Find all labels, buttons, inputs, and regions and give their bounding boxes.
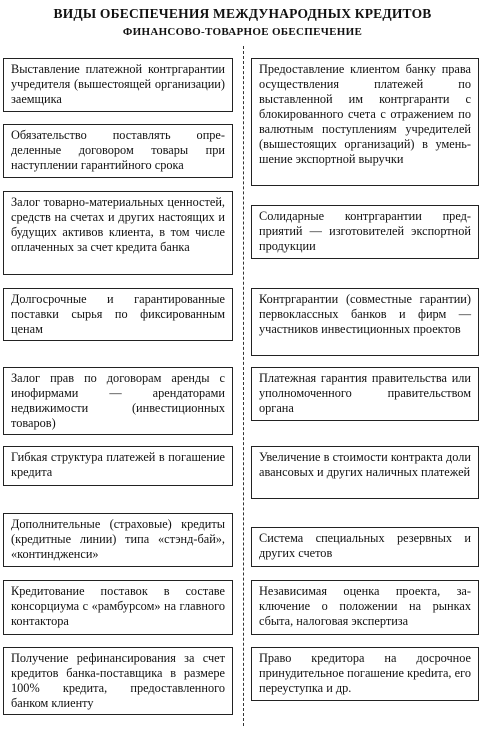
right-box-6: Система специальных резервных и других счетов [251,527,479,567]
left-box-7: Дополнительные (страховые) кредиты (кредитные линии) типа «стэнд-бай», «континдженси» [3,513,233,567]
left-box-5: Залог прав по договорам аренды с инофирмами — арендаторами недвижимости (инвестиционных товаров) [3,367,233,435]
right-box-5: Увеличение в стоимости контракта доли авансовых и других наличных платежей [251,446,479,499]
right-box-7: Независимая оценка проекта, заключение о положении на рынках сбыта, налоговая экспертиза [251,580,479,635]
left-box-9: Получение рефинансирования за счет кредитов банка-поставщика в размере 100% кредита, предоставленного банком клиенту [3,647,233,715]
left-box-2: Обязательство поставлять определенные договором товары при наступлении гарантийного срока [3,124,233,178]
right-box-4: Платежная гарантия правительства или уполномоченного правительством органа [251,367,479,421]
page-title: ВИДЫ ОБЕСПЕЧЕНИЯ МЕЖДУНАРОДНЫХ КРЕДИТОВ [53,6,432,21]
left-box-3: Залог товарно-материальных ценностей, средств на счетах и других настоящих и будущих активов клиента, в том числе оплаченных за счет кредита банка [3,191,233,275]
page-subtitle: ФИНАНСОВО-ТОВАРНОЕ ОБЕСПЕЧЕНИЕ [122,26,363,38]
left-box-6: Гибкая структура платежей в погашение кредита [3,446,233,486]
left-box-4: Долгосрочные и гарантированные поставки сырья по фиксированным ценам [3,288,233,341]
column-divider [243,46,244,726]
right-box-1: Предоставление клиентом банку права осуществления платежей по выставленной им контргаранти с блокированного счета с отражением по валютным поступлениям учредителей (вышестоящих организаций) в уменьшение экспортной выручки [251,58,479,186]
right-box-3: Контргарантии (совместные гарантии) первоклассных банков и фирм — участников инвестиционных проектов [251,288,479,356]
right-box-2: Солидарные контргарантии предприятий — изготовителей экспортной продукции [251,205,479,259]
left-box-1: Выставление платежной контргарантии учредителя (вышестоящей организации) заемщика [3,58,233,112]
left-box-8: Кредитование поставок в составе консорциума с «рамбурсом» на главного контактора [3,580,233,635]
right-box-8: Право кредитора на досрочное принудительное погашение креdита, его переуступка и др. [251,647,479,701]
